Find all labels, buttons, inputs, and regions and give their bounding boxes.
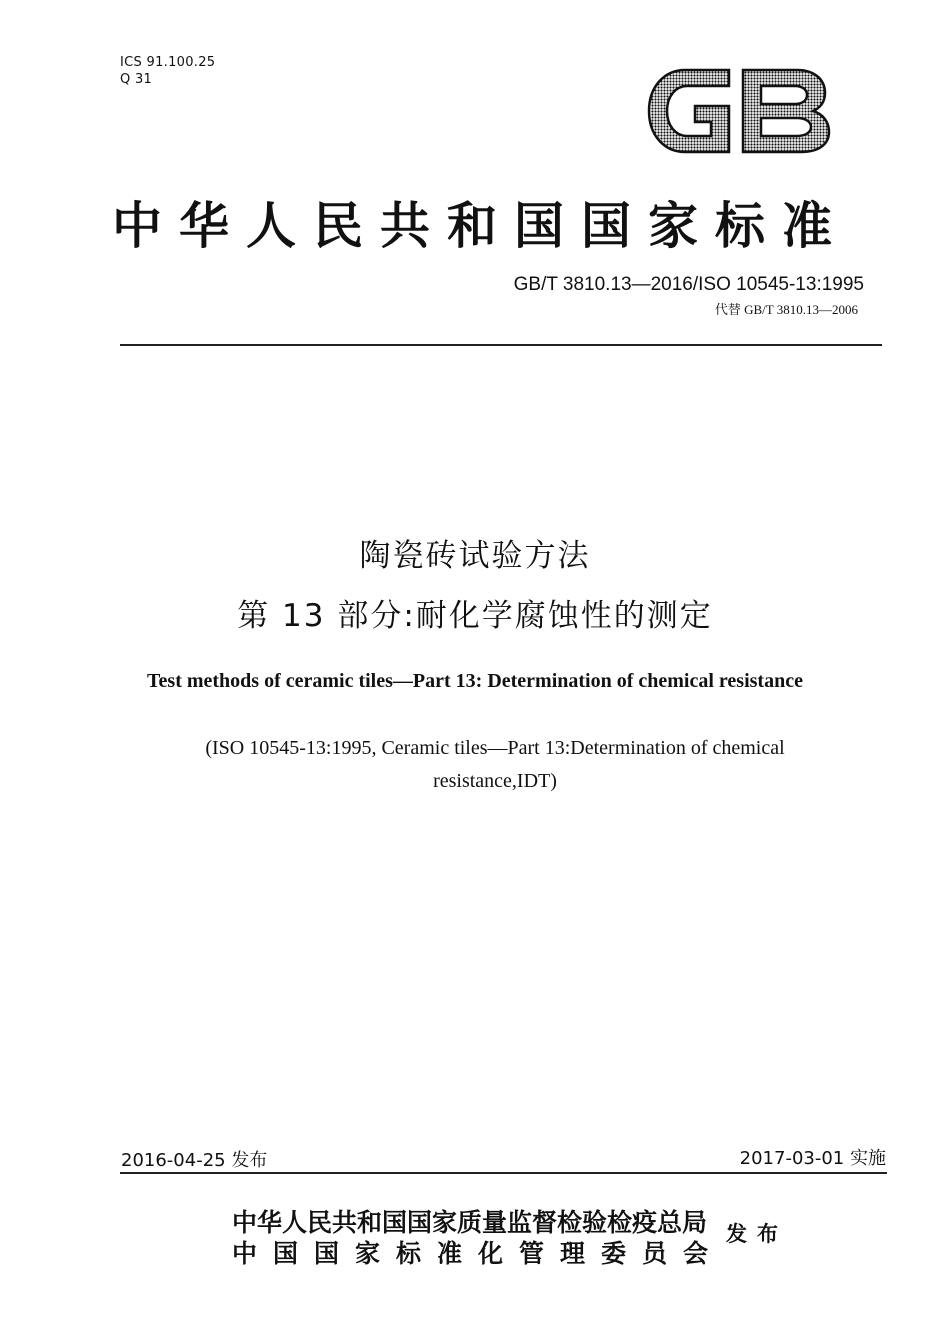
implementation-date: 2017-03-01 实施 xyxy=(739,1148,886,1169)
footer-divider xyxy=(120,1172,887,1174)
national-standard-title: 中华人民共和国国家标准 xyxy=(112,197,849,255)
publish-label: 发布 xyxy=(726,1221,788,1246)
replaces-standard: 代替 GB/T 3810.13—2006 xyxy=(714,302,858,317)
chinese-title-part: 第 13 部分:耐化学腐蚀性的测定 xyxy=(237,598,713,634)
issuer-sac: 中国国家标准化管理委员会 xyxy=(232,1239,725,1268)
chinese-title-main: 陶瓷砖试验方法 xyxy=(359,538,591,574)
issue-date: 2016-04-25 发布 xyxy=(121,1150,268,1171)
iso-reference-line-1: (ISO 10545-13:1995, Ceramic tiles—Part 13:Determination of chemical xyxy=(205,737,785,759)
classification-codes xyxy=(120,54,215,88)
english-title: Test methods of ceramic tiles—Part 13: Determination of chemical resistance xyxy=(147,670,803,692)
ics-code: ICS 91.100.25 xyxy=(120,55,216,70)
iso-reference-line-2: resistance,IDT) xyxy=(433,770,557,792)
ccs-code: Q 31 xyxy=(120,72,153,87)
header-divider xyxy=(120,344,882,346)
gb-logo-icon xyxy=(645,62,835,160)
issuer-aqsiq: 中华人民共和国国家质量监督检验检疫总局 xyxy=(232,1208,708,1237)
iso-reference xyxy=(130,732,860,798)
standard-number: GB/T 3810.13—2016/ISO 10545-13:1995 xyxy=(513,274,864,295)
